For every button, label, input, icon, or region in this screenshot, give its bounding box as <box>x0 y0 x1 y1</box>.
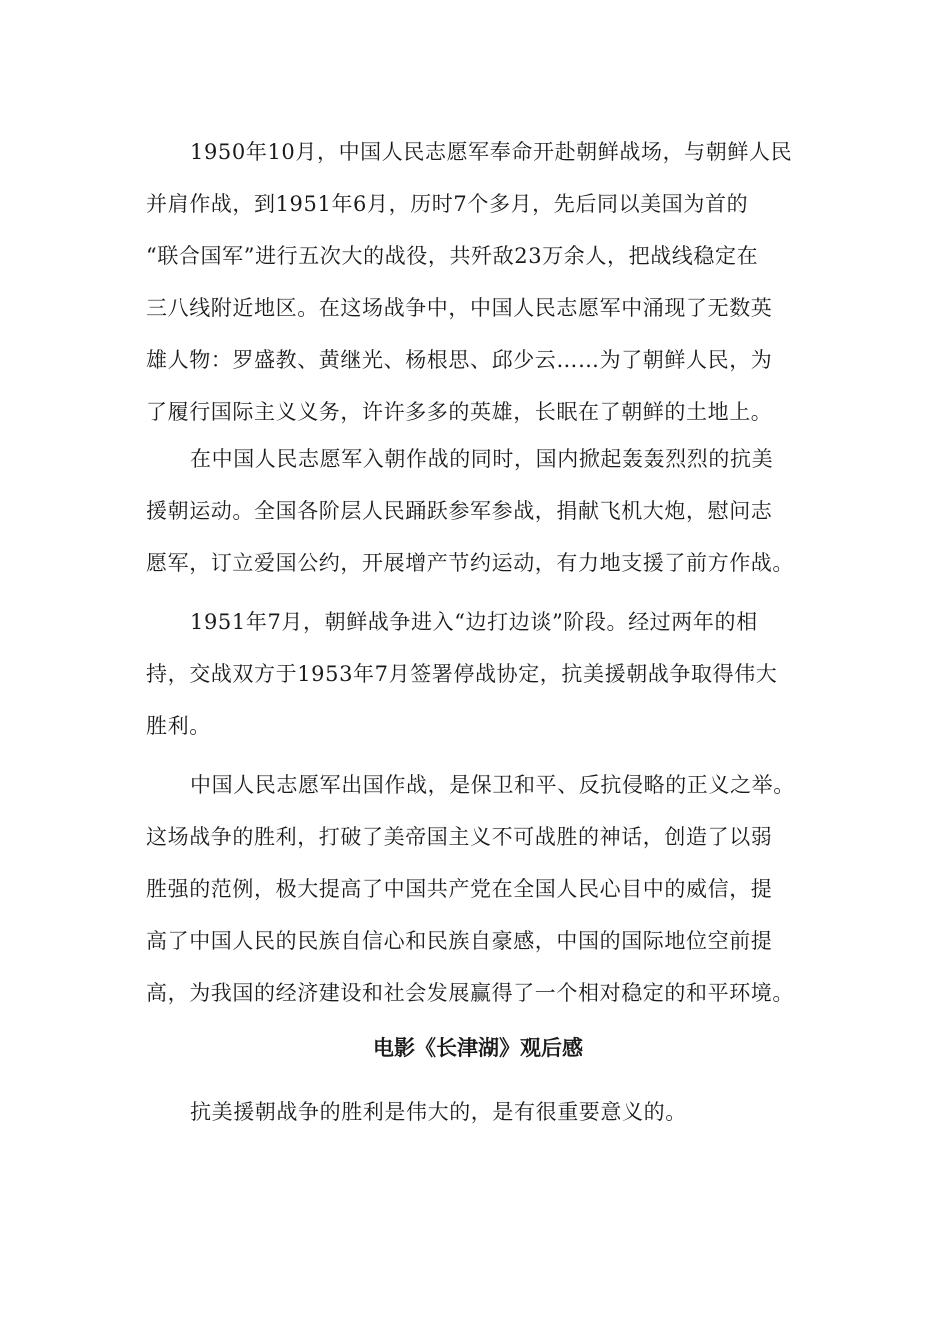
paragraph-line: “联合国军”进行五次大的战役，共歼敌23万余人，把战线稳定在 <box>146 244 759 268</box>
paragraph-line: 并肩作战，到1951年6月，历时7个多月，先后同以美国为首的 <box>146 192 749 216</box>
paragraph-line: 抗美援朝战争的胜利是伟大的，是有很重要意义的。 <box>190 1100 687 1124</box>
paragraph-line: 1951年7月，朝鲜战争进入“边打边谈”阶段。经过两年的相 <box>190 610 758 634</box>
paragraph-3 <box>146 596 810 752</box>
paragraph-line: 胜强的范例，极大提高了中国共产党在全国人民心目中的威信，提 <box>146 877 773 901</box>
paragraph-line: 中国人民志愿军出国作战，是保卫和平、反抗侵略的正义之举。 <box>190 773 795 797</box>
paragraph-4 <box>146 759 810 1019</box>
paragraph-line: 高，为我国的经济建设和社会发展赢得了一个相对稳定的和平环境。 <box>146 981 794 1005</box>
paragraph-line: 雄人物：罗盛教、黄继光、杨根思、邱少云……为了朝鲜人民，为 <box>146 348 773 372</box>
paragraph-line: 1950年10月，中国人民志愿军奉命开赴朝鲜战场，与朝鲜人民 <box>190 140 793 164</box>
paragraph-line: 在中国人民志愿军入朝作战的同时，国内掀起轰轰烈烈的抗美 <box>190 447 774 471</box>
paragraph-line: 这场战争的胜利，打破了美帝国主义不可战胜的神话，创造了以弱 <box>146 825 773 849</box>
paragraph-1 <box>146 126 810 438</box>
paragraph-line: 了履行国际主义义务，许许多多的英雄，长眠在了朝鲜的土地上。 <box>146 400 773 424</box>
paragraph-line: 胜利。 <box>146 714 211 738</box>
paragraph-line: 高了中国人民的民族自信心和民族自豪感，中国的国际地位空前提 <box>146 929 773 953</box>
paragraph-line: 持，交战双方于1953年7月签署停战协定，抗美援朝战争取得伟大 <box>146 662 778 686</box>
paragraph-line: 援朝运动。全国各阶层人民踊跃参军参战，捐献飞机大炮，慰问志 <box>146 499 773 523</box>
section-title: 电影《长津湖》观后感 <box>373 1036 583 1060</box>
paragraph-2 <box>146 433 810 589</box>
paragraph-line: 三八线附近地区。在这场战争中，中国人民志愿军中涌现了无数英 <box>146 296 773 320</box>
paragraph-line: 愿军，订立爱国公约，开展增产节约运动，有力地支援了前方作战。 <box>146 551 794 575</box>
section-paragraph-1 <box>146 1086 810 1138</box>
